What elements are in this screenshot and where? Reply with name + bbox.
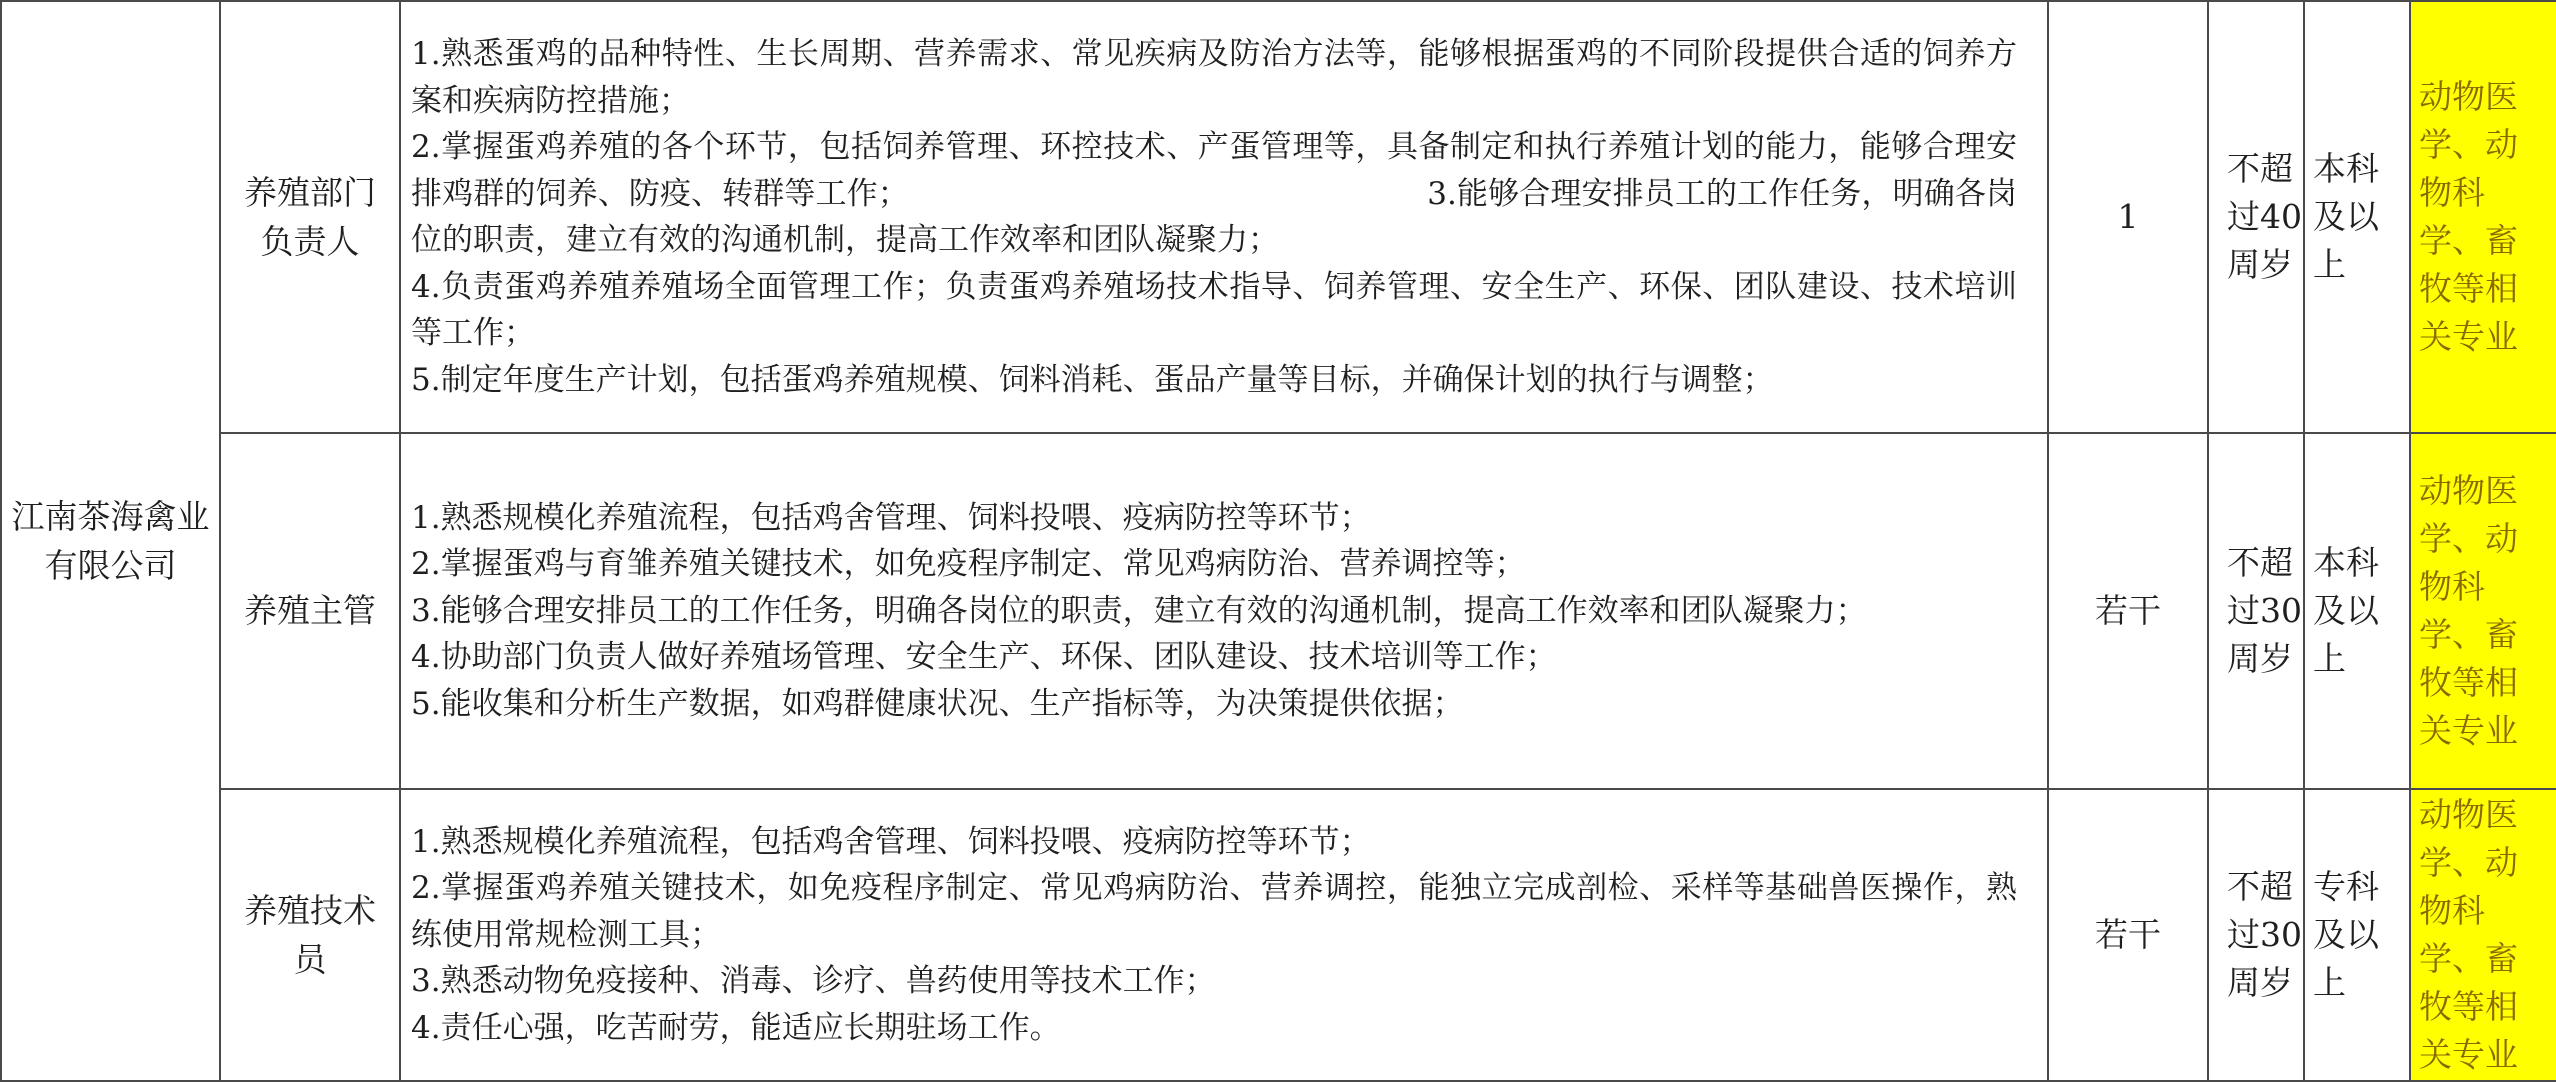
headcount: 若干 xyxy=(2095,915,2161,955)
major-requirement-cell xyxy=(2410,789,2556,1081)
position-cell xyxy=(220,789,400,1081)
major-requirement-cell xyxy=(2410,1,2556,433)
position-cell xyxy=(220,1,400,433)
position-title: 养殖主管 xyxy=(244,591,376,631)
position-title: 养殖部门负责人 xyxy=(244,172,376,261)
age-requirement: 不超过40周岁 xyxy=(2227,149,2302,284)
table-row xyxy=(1,1,2556,433)
age-requirement: 不超过30周岁 xyxy=(2227,543,2302,678)
duties-cell xyxy=(400,1,2048,433)
company-name: 江南茶海禽业有限公司 xyxy=(11,496,210,585)
age-requirement: 不超过30周岁 xyxy=(2227,867,2302,1002)
major-requirement: 动物医学、动物科学、畜牧等相关专业 xyxy=(2419,471,2518,750)
position-cell xyxy=(220,433,400,789)
education-requirement: 本科及以上 xyxy=(2313,543,2379,678)
duties-cell xyxy=(400,433,2048,789)
headcount: 1 xyxy=(2117,197,2139,237)
age-requirement-cell xyxy=(2208,1,2304,433)
education-requirement: 专科及以上 xyxy=(2313,867,2379,1002)
headcount-cell xyxy=(2048,433,2208,789)
duties-cell xyxy=(400,789,2048,1081)
headcount: 若干 xyxy=(2095,591,2161,631)
headcount-cell xyxy=(2048,789,2208,1081)
duties-text: 1.熟悉规模化养殖流程，包括鸡舍管理、饲料投喂、疫病防控等环节； 2.掌握蛋鸡养殖关键技术，如免疫程序制定、常见鸡病防治、营养调控，能独立完成剖检、采样等基础兽医操作，熟练使用常规检测工具； 3.熟悉动物免疫接种、消毒、诊疗、兽药使用等技术工作； 4.责任心强，吃苦耐劳，能适应长期驻场工作。 xyxy=(411,823,2017,1046)
company-name-cell xyxy=(1,1,220,1081)
table-row xyxy=(1,433,2556,789)
age-requirement-cell xyxy=(2208,789,2304,1081)
education-requirement-cell xyxy=(2304,789,2410,1081)
education-requirement: 本科及以上 xyxy=(2313,149,2379,284)
education-requirement-cell xyxy=(2304,433,2410,789)
duties-text: 1.熟悉蛋鸡的品种特性、生长周期、营养需求、常见疾病及防治方法等，能够根据蛋鸡的不同阶段提供合适的饲养方案和疾病防控措施； 2.掌握蛋鸡养殖的各个环节，包括饲养管理、环控技术、产蛋管理等，具备制定和执行养殖计划的能力，能够合理安排鸡群的饲养、防疫、转群等工作； 3.能够合理安排员工的工作任务，明确各岗位的职责，建立有效的沟通机制，提高工作效率和团队凝聚力； 4.负责蛋鸡养殖养殖场全面管理工作；负责蛋鸡养殖场技术指导、饲养管理、安全生产、环保、团队建设、技术培训等工作； 5.制定年度生产计划，包括蛋鸡养殖规模、饲料消耗、蛋品产量等目标，并确保计划的执行与调整； xyxy=(411,36,2017,398)
major-requirement-cell xyxy=(2410,433,2556,789)
education-requirement-cell xyxy=(2304,1,2410,433)
age-requirement-cell xyxy=(2208,433,2304,789)
major-requirement: 动物医学、动物科学、畜牧等相关专业 xyxy=(2419,795,2518,1074)
major-requirement: 动物医学、动物科学、畜牧等相关专业 xyxy=(2419,77,2518,356)
duties-text: 1.熟悉规模化养殖流程，包括鸡舍管理、饲料投喂、疫病防控等环节； 2.掌握蛋鸡与育雏养殖关键技术，如免疫程序制定、常见鸡病防治、营养调控等； 3.能够合理安排员工的工作任务，明确各岗位的职责，建立有效的沟通机制，提高工作效率和团队凝聚力； 4.协助部门负责人做好养殖场管理、安全生产、环保、团队建设、技术培训等工作； 5.能收集和分析生产数据，如鸡群健康状况、生产指标等，为决策提供依据； xyxy=(411,499,1867,722)
table-row xyxy=(1,789,2556,1081)
position-title: 养殖技术员 xyxy=(244,890,376,979)
headcount-cell xyxy=(2048,1,2208,433)
